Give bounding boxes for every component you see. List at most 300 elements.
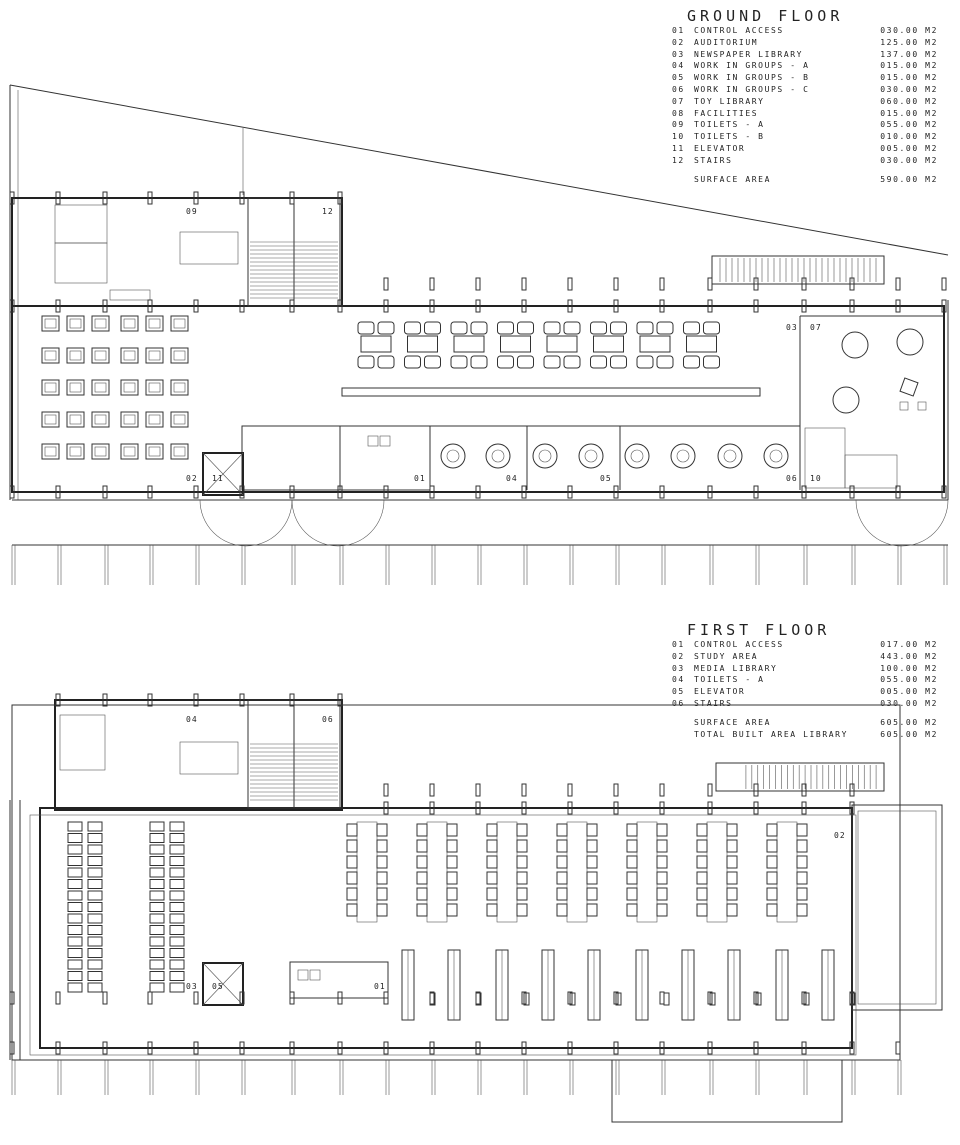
study-chair [150,880,164,889]
study-chair [68,880,82,889]
room-number: 04 [672,675,685,685]
column [896,1042,900,1054]
study-chair [88,926,102,935]
reading-table [361,336,391,352]
seat [92,348,109,363]
label-02: 02 [186,474,198,483]
study-chair [150,983,164,992]
total-area: 605.00 M2 [880,717,938,727]
chair [518,356,534,368]
study-chair [727,840,737,852]
study-chair [68,983,82,992]
round-table [486,444,510,468]
seat-cushion [149,351,160,360]
study-chair [68,903,82,912]
label-10: 10 [810,474,822,483]
column [614,784,618,796]
column [708,784,712,796]
room-name: ELEVATOR [694,687,746,697]
seat-cushion [70,447,81,456]
chair [378,322,394,334]
study-chair [150,868,164,877]
label-04: 04 [506,474,518,483]
study-chair [170,937,184,946]
study-chair [150,972,164,981]
seat-cushion [174,447,185,456]
study-chair [377,888,387,900]
seat [171,380,188,395]
label-f04: 04 [186,715,198,724]
room-number: 11 [672,143,685,153]
study-chair [150,891,164,900]
study-chair [557,840,567,852]
study-chair [68,972,82,981]
study-chair [170,903,184,912]
study-chair [170,972,184,981]
study-chair [797,824,807,836]
study-chair [68,868,82,877]
study-chair [517,872,527,884]
label-09: 09 [186,207,198,216]
room-number: 05 [672,687,685,697]
room-area: 030.00 M2 [880,26,938,35]
study-chair [627,856,637,868]
room-area: 015.00 M2 [880,73,938,83]
label-07: 07 [810,323,822,332]
study-chair [697,840,707,852]
study-chair [347,904,357,916]
chair [611,322,627,334]
study-chair [68,857,82,866]
balcony [852,805,942,1010]
study-chair [767,856,777,868]
study-chair [587,888,597,900]
reading-table [640,336,670,352]
column [194,992,198,1004]
counter [342,388,760,396]
chair [451,356,467,368]
study-chair [417,888,427,900]
seat-cushion [124,383,135,392]
seat-cushion [70,351,81,360]
round-table-top [492,450,504,462]
seat [121,412,138,427]
room-area: 137.00 M2 [880,49,938,59]
seat [42,380,59,395]
room-area: 030.00 M2 [880,155,938,165]
toy-library-tables [833,329,926,413]
study-chair [417,872,427,884]
room-number: 09 [672,120,685,130]
seat [121,316,138,331]
seat [121,348,138,363]
seat [67,412,84,427]
study-chair [627,840,637,852]
seat-cushion [70,415,81,424]
study-chair [88,822,102,831]
ground-floor-title: GROUND FLOOR [687,7,844,25]
ground-floor-plan [10,85,948,585]
seat [92,444,109,459]
room-number: 04 [672,61,685,71]
seat [171,444,188,459]
chair [498,356,514,368]
seat [67,348,84,363]
study-chair [150,949,164,958]
room-area: 030.00 M2 [880,84,938,94]
study-chair [657,888,667,900]
study-chair [170,822,184,831]
seat-cushion [149,415,160,424]
reading-table [501,336,531,352]
study-chair [150,937,164,946]
round-table-top [724,450,736,462]
seat [42,348,59,363]
seat-cushion [45,415,56,424]
label-11: 11 [212,474,224,483]
study-chair [170,914,184,923]
study-chair [377,904,387,916]
column [896,278,900,290]
study-chair [657,856,667,868]
study-chair [657,904,667,916]
study-table [427,822,447,922]
study-chair [68,914,82,923]
column [660,992,664,1004]
seat-cushion [95,415,106,424]
chair [637,356,653,368]
study-chair [447,824,457,836]
study-chair [88,937,102,946]
column [522,784,526,796]
column [708,278,712,290]
room-area: 125.00 M2 [880,37,938,47]
study-chair [727,856,737,868]
study-chair [487,840,497,852]
study-chair [557,888,567,900]
room-name: CONTROL ACCESS [694,26,784,35]
study-chair [797,856,807,868]
study-chair [88,983,102,992]
study-chair [88,949,102,958]
room-name: TOILETS - A [694,120,765,130]
seat [42,444,59,459]
study-chair [88,891,102,900]
seat-cushion [149,447,160,456]
seat-cushion [95,447,106,456]
round-table-top [447,450,459,462]
chair [684,322,700,334]
room-area: 015.00 M2 [880,108,938,118]
room-number: 12 [672,155,685,165]
seat-cushion [70,383,81,392]
study-chair [170,891,184,900]
room-area: 055.00 M2 [880,675,938,685]
study-chair [347,824,357,836]
study-chair [170,857,184,866]
study-chair [557,904,567,916]
round-table-top [770,450,782,462]
column [568,784,572,796]
seat [67,380,84,395]
study-chair [88,903,102,912]
study-chair [657,840,667,852]
exterior-stairs-first [716,763,884,791]
study-chair [88,868,102,877]
column [476,992,480,1004]
group-work-tables [441,444,788,468]
facilities-room [242,426,340,490]
seat [42,412,59,427]
study-chair [377,840,387,852]
study-chair [68,926,82,935]
study-table [567,822,587,922]
study-chair [68,949,82,958]
seat [121,444,138,459]
round-table-top [631,450,643,462]
reading-table [408,336,438,352]
room-name: FACILITIES [694,108,759,118]
column [430,992,434,1004]
seat [171,412,188,427]
reading-table [594,336,624,352]
room-area: 015.00 M2 [880,61,938,71]
total-name: SURFACE AREA [694,717,771,727]
study-chair [68,937,82,946]
study-chair [447,840,457,852]
room-number: 05 [672,73,685,83]
study-chair [68,960,82,969]
room-name: STAIRS [694,698,733,708]
room-name: AUDITORIUM [694,37,759,47]
chair [378,356,394,368]
chair [564,356,580,368]
study-chair [767,904,777,916]
study-chair [697,904,707,916]
study-chair [797,840,807,852]
study-chair [88,972,102,981]
chair [704,356,720,368]
room-name: WORK IN GROUPS - C [694,84,810,94]
study-chair [587,824,597,836]
study-chair [170,834,184,843]
round-table-top [585,450,597,462]
total-area: 590.00 M2 [880,174,938,184]
media-shelves [402,950,855,1020]
room-area: 060.00 M2 [880,96,938,106]
label-06: 06 [786,474,798,483]
study-chair [150,834,164,843]
study-chair [727,904,737,916]
chair [451,322,467,334]
study-chair [697,872,707,884]
study-chair [377,856,387,868]
study-chair [657,824,667,836]
column [568,278,572,290]
study-chair [447,856,457,868]
seat [92,316,109,331]
study-hall [40,808,852,1048]
first-floor-title: FIRST FLOOR [687,621,831,639]
room-number: 02 [672,37,685,47]
column [522,278,526,290]
column [430,278,434,290]
column [850,784,854,796]
room-name: TOILETS - A [694,675,765,685]
round-table [533,444,557,468]
room-number: 03 [672,663,685,673]
study-table [637,822,657,922]
seat-cushion [149,319,160,328]
study-chair [487,888,497,900]
reading-table [687,336,717,352]
seat-cushion [45,447,56,456]
chair [544,356,560,368]
study-chair [797,872,807,884]
first-floor-plan [10,694,942,1122]
study-chair [487,824,497,836]
service-block-first [55,700,342,810]
seat-cushion [149,383,160,392]
label-03: 03 [786,323,798,332]
chair [684,356,700,368]
chair [611,356,627,368]
study-chair [88,857,102,866]
study-chair [150,845,164,854]
room-area: 005.00 M2 [880,143,938,153]
study-chair [487,872,497,884]
study-table [707,822,727,922]
study-chair [88,960,102,969]
study-chair [587,872,597,884]
study-chair [767,824,777,836]
chair [498,322,514,334]
column [660,278,664,290]
chair [657,356,673,368]
seat [146,412,163,427]
chair [358,356,374,368]
seat [67,444,84,459]
study-chair [417,824,427,836]
chair [405,356,421,368]
seat-cushion [45,383,56,392]
chair [591,322,607,334]
column [754,784,758,796]
study-chair [447,904,457,916]
room-area: 100.00 M2 [880,663,938,673]
chair [358,322,374,334]
seat [42,316,59,331]
label-05: 05 [600,474,612,483]
study-chair [557,872,567,884]
seat-cushion [45,319,56,328]
chair [564,322,580,334]
study-chair [627,824,637,836]
seat [92,380,109,395]
column [384,784,388,796]
round-table [718,444,742,468]
study-chair [627,872,637,884]
study-chair [627,904,637,916]
column [476,784,480,796]
study-chair [88,834,102,843]
seat [67,316,84,331]
study-chair [767,872,777,884]
seat-cushion [124,351,135,360]
round-table [441,444,465,468]
round-table [671,444,695,468]
study-table [497,822,517,922]
door-swing [200,500,292,546]
seat-cushion [45,351,56,360]
study-chair [517,856,527,868]
column [384,278,388,290]
study-chair [557,824,567,836]
study-chair [150,857,164,866]
study-chair [170,880,184,889]
study-chair [170,983,184,992]
seat-cushion [174,319,185,328]
study-table [777,822,797,922]
seat-cushion [124,415,135,424]
room-number: 06 [672,698,685,708]
column [614,278,618,290]
label-f06: 06 [322,715,334,724]
seat [92,412,109,427]
chair [425,322,441,334]
round-table-top [539,450,551,462]
room-number: 07 [672,96,685,106]
seat-cushion [95,351,106,360]
study-chair [727,824,737,836]
study-chair [697,888,707,900]
study-chair [377,824,387,836]
seat-cushion [174,383,185,392]
study-chair [627,888,637,900]
study-chair [68,845,82,854]
study-chair [88,880,102,889]
study-chair [697,856,707,868]
room-name: NEWSPAPER LIBRARY [694,49,804,59]
column [56,992,60,1004]
round-table [764,444,788,468]
seat-cushion [174,415,185,424]
column [103,992,107,1004]
auditorium-seats [42,316,188,459]
study-chair [347,888,357,900]
study-chair [517,824,527,836]
study-chair [88,845,102,854]
chair [591,356,607,368]
study-chair [587,856,597,868]
room-name: WORK IN GROUPS - B [694,73,810,83]
study-chair [517,840,527,852]
room-area: 017.00 M2 [880,640,938,649]
sloped-roof-line [10,85,948,255]
room-name: STAIRS [694,155,733,165]
chair [637,322,653,334]
column [430,784,434,796]
chair [657,322,673,334]
room-number: 01 [672,26,685,35]
study-chair [727,888,737,900]
room-number: 02 [672,651,685,661]
study-chair [150,822,164,831]
seat-cushion [174,351,185,360]
label-f05: 05 [212,982,224,991]
room-name: ELEVATOR [694,143,746,153]
seat [146,348,163,363]
